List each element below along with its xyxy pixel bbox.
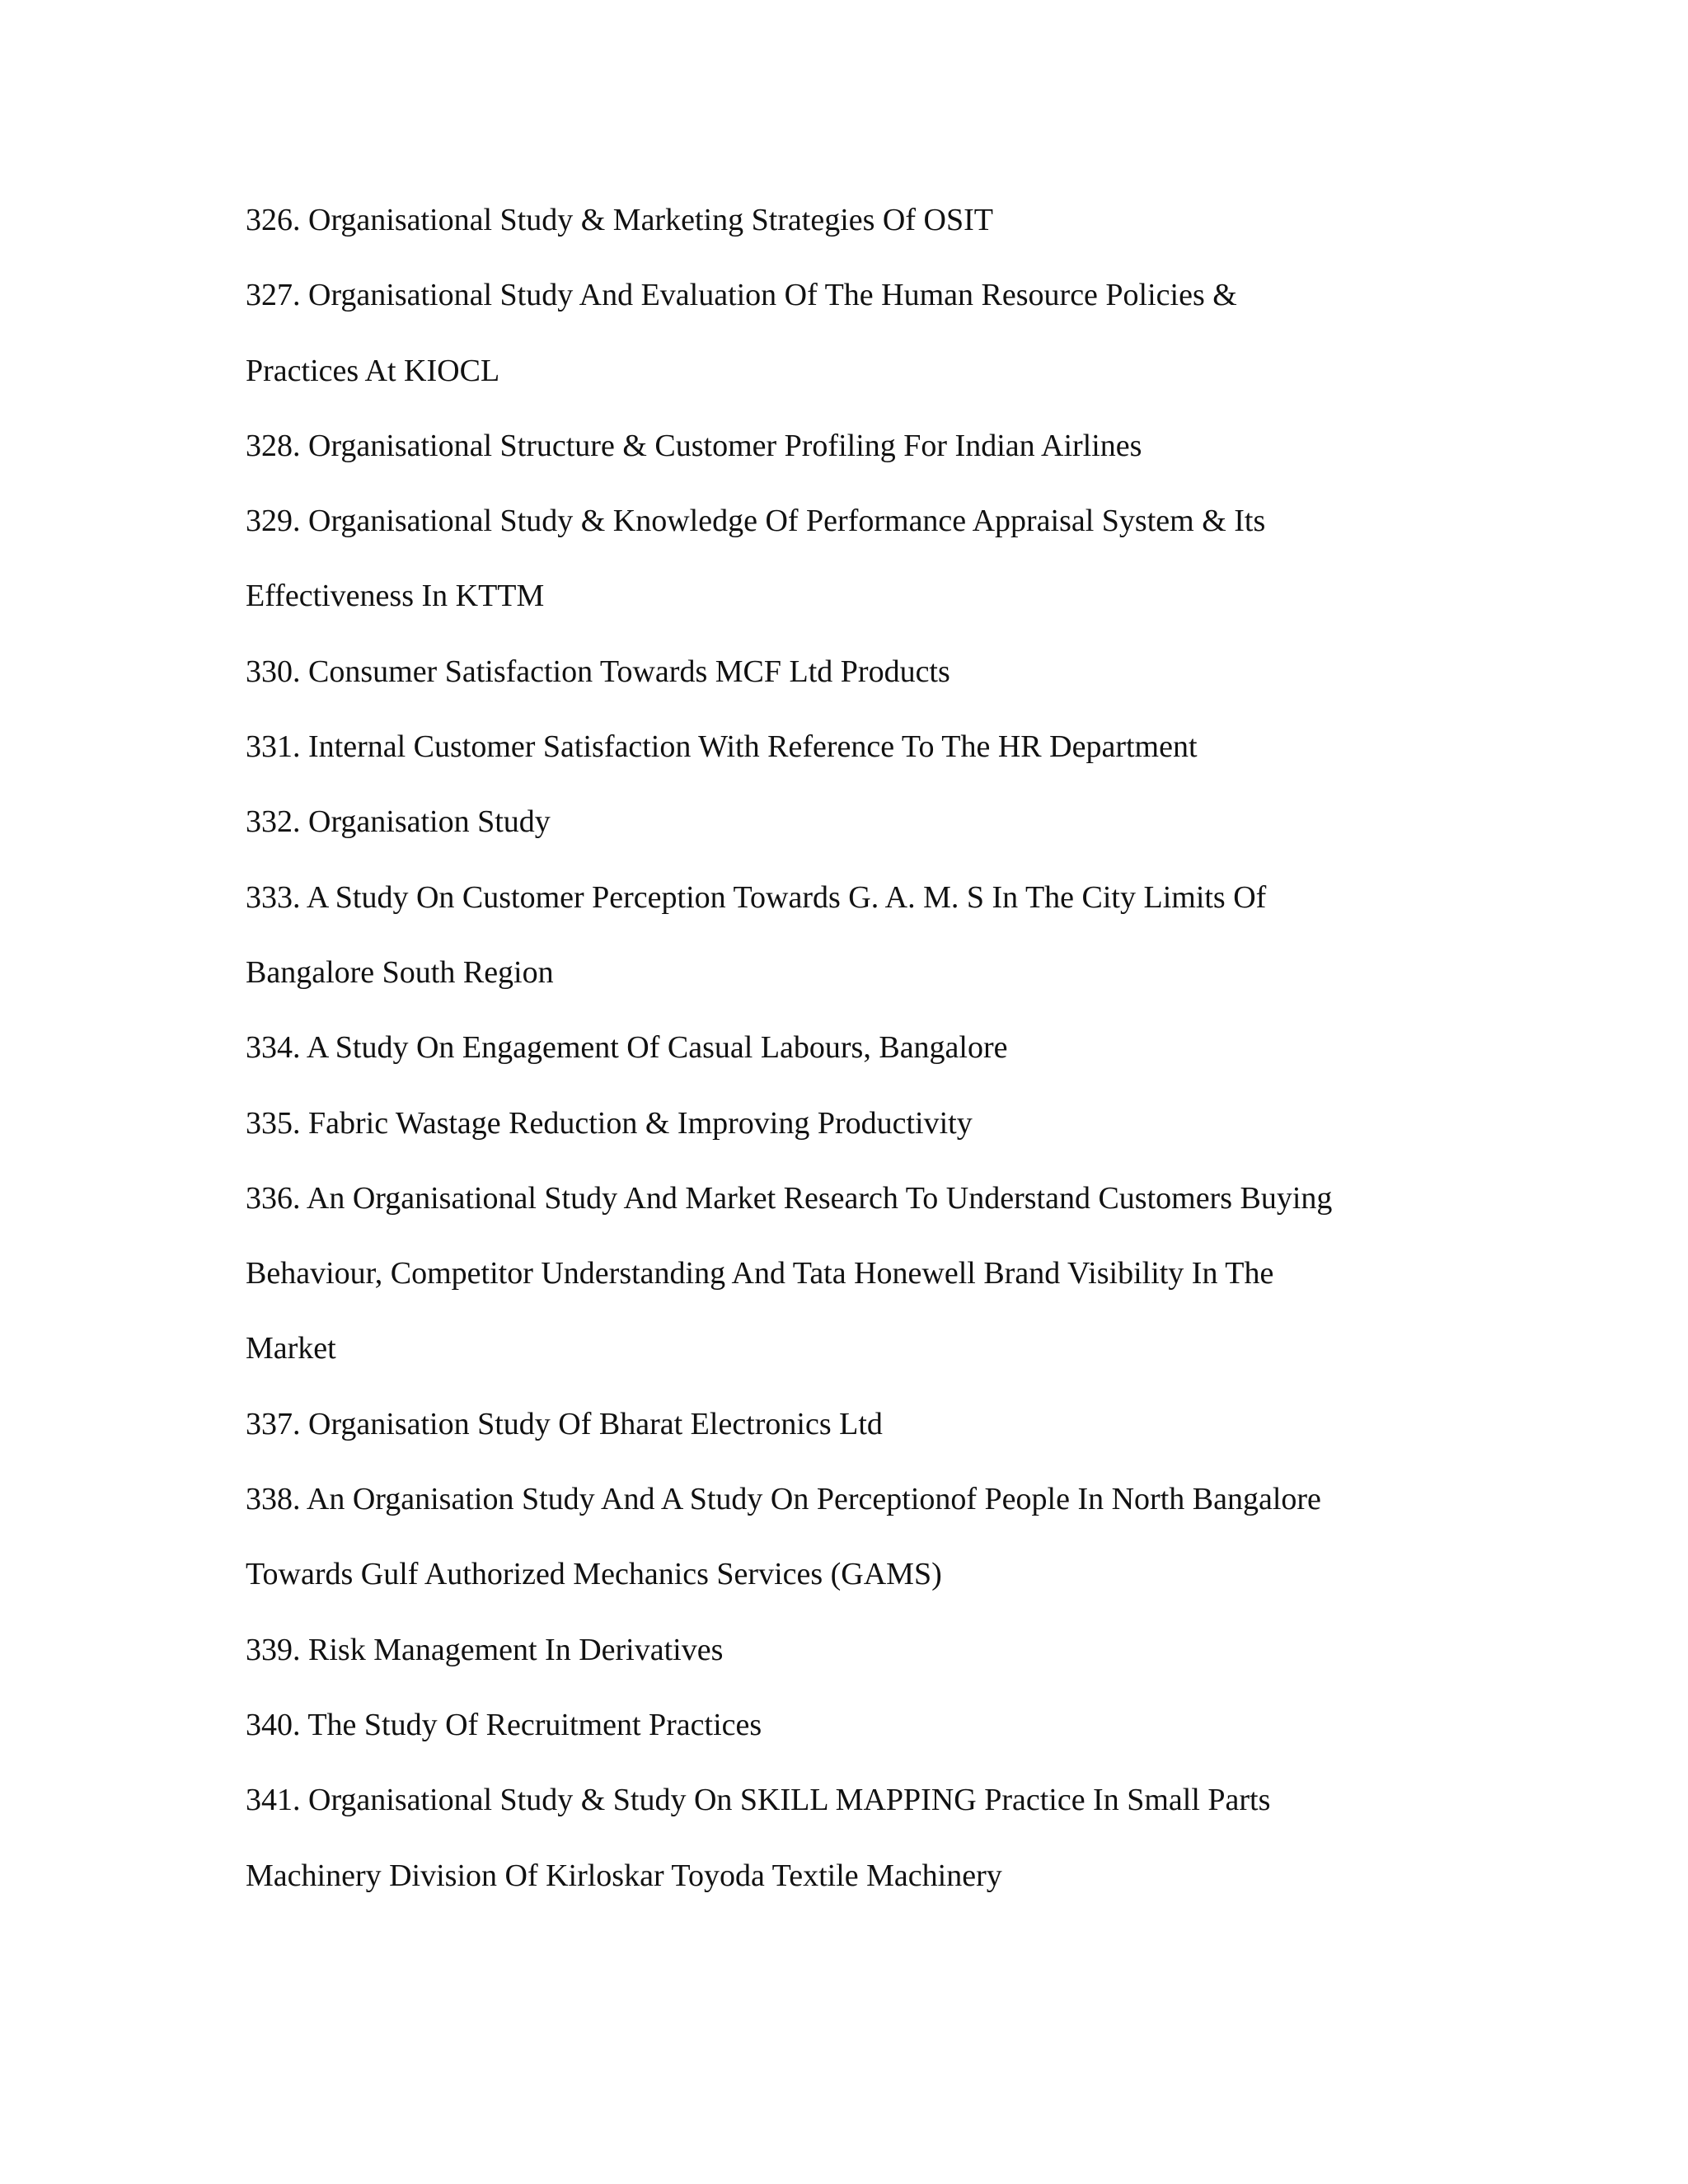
text-line-338: 338. An Organisation Study And A Study On Perceptionof People In North Bangalore: [246, 1482, 1321, 1517]
text-line-339: 339. Risk Management In Derivatives: [246, 1632, 724, 1667]
text-line-328: 328. Organisational Structure & Customer Profiling For Indian Airlines: [246, 428, 1142, 463]
text-line-337: 337. Organisation Study Of Bharat Electronics Ltd: [246, 1406, 883, 1441]
text-line-336: 336. An Organisational Study And Market Research To Understand Customers Buying: [246, 1180, 1333, 1216]
text-line-326: 326. Organisational Study & Marketing Strategies Of OSIT: [246, 203, 993, 237]
text-line-332: 332. Organisation Study: [246, 804, 551, 840]
text-line-329: 329. Organisational Study & Knowledge Of Performance Appraisal System & Its: [246, 504, 1266, 539]
text-line-341: 341. Organisational Study & Study On SKILL MAPPING Practice In Small Parts: [246, 1783, 1271, 1818]
text-line-336-cont-1: Behaviour, Competitor Understanding And Tata Honewell Brand Visibility In The: [246, 1256, 1274, 1291]
text-line-334: 334. A Study On Engagement Of Casual Labours, Bangalore: [246, 1030, 1008, 1066]
text-line-333-cont: Bangalore South Region: [246, 954, 554, 990]
text-line-331: 331. Internal Customer Satisfaction With Reference To The HR Department: [246, 729, 1198, 765]
text-line-327-cont: Practices At KIOCL: [246, 353, 500, 388]
text-line-327: 327. Organisational Study And Evaluation Of The Human Resource Policies &: [246, 278, 1237, 313]
project-title-list: [246, 183, 1432, 1914]
text-line-330: 330. Consumer Satisfaction Towards MCF Ltd Products: [246, 654, 950, 689]
text-line-336-cont-2: Market: [246, 1331, 336, 1366]
text-line-338-cont: Towards Gulf Authorized Mechanics Services (GAMS): [246, 1557, 942, 1592]
text-line-340: 340. The Study Of Recruitment Practices: [246, 1707, 762, 1742]
text-line-335: 335. Fabric Wastage Reduction & Improving Productivity: [246, 1105, 973, 1141]
text-line-341-cont: Machinery Division Of Kirloskar Toyoda Textile Machinery: [246, 1858, 1002, 1893]
text-line-333: 333. A Study On Customer Perception Towards G. A. M. S In The City Limits Of: [246, 879, 1267, 915]
text-line-329-cont: Effectiveness In KTTM: [246, 579, 545, 614]
